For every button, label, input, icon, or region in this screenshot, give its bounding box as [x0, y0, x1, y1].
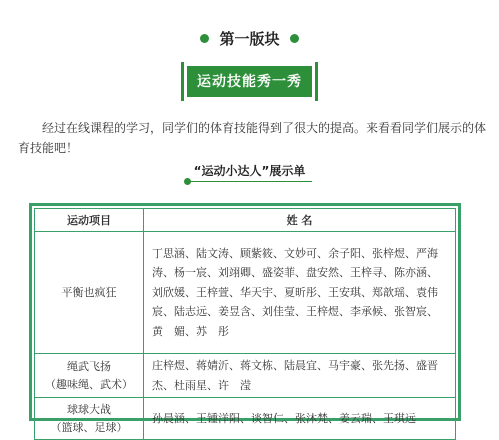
header-category: 运动项目: [35, 209, 144, 232]
category-cell: [35, 354, 144, 398]
category-cell: [35, 232, 144, 354]
table-header-row: [35, 209, 456, 232]
banner-container: [0, 66, 499, 97]
section-header: [0, 28, 499, 49]
category-cell: [35, 398, 144, 440]
category-sublabel: （篮球、足球）: [50, 420, 128, 434]
intro-paragraph: 经过在线课程的学习，同学们的体育技能得到了很大的提高。来看看同学们展示的体育技能吧！: [18, 121, 487, 155]
names-cell: 丁思涵、陆文涛、顾紫筱、文妙可、余子阳、张梓煜、严海涛、杨一宸、刘翊卿、盛姿菲、盘安然、王梓寻、陈亦涵、刘欣媛、王梓萱、华天宇、夏昕彤、王安琪、郑歆瑶、袁伟宸、陆志远、姜昱含、刘佳莹、王梓煜、李承候、张智宸、黄 媚、苏 彤: [144, 232, 456, 354]
category-label: 绳武飞扬: [67, 359, 111, 373]
showcase-table-frame: [29, 203, 461, 434]
bullet-dot-icon: [200, 34, 209, 43]
showcase-table: [34, 208, 456, 440]
names-cell: 孙晨涵、王锺洋阳、谈智仁、张沐梵、姜云瑞、王琪远: [144, 398, 456, 440]
section-title: 第一版块: [219, 30, 280, 48]
underline-dot-icon: [184, 178, 191, 185]
bullet-dot-icon: [290, 34, 299, 43]
category-sublabel: （趣味绳、武术）: [45, 377, 133, 391]
title-underline: [186, 181, 312, 182]
category-label: 平衡也疯狂: [61, 285, 117, 299]
showcase-title: “运动小达人”展示单: [193, 164, 306, 178]
table-row: [35, 354, 456, 398]
section-banner: 运动技能秀一秀: [187, 66, 312, 97]
table-row: [35, 232, 456, 354]
category-label: 球球大战: [67, 402, 111, 416]
table-row: [35, 398, 456, 440]
header-names: 姓 名: [144, 209, 456, 232]
names-cell: 庄梓煜、蒋婧沂、蒋文栋、陆晨宜、马宇豪、张先扬、盛晋杰、杜雨星、许 滢: [144, 354, 456, 398]
